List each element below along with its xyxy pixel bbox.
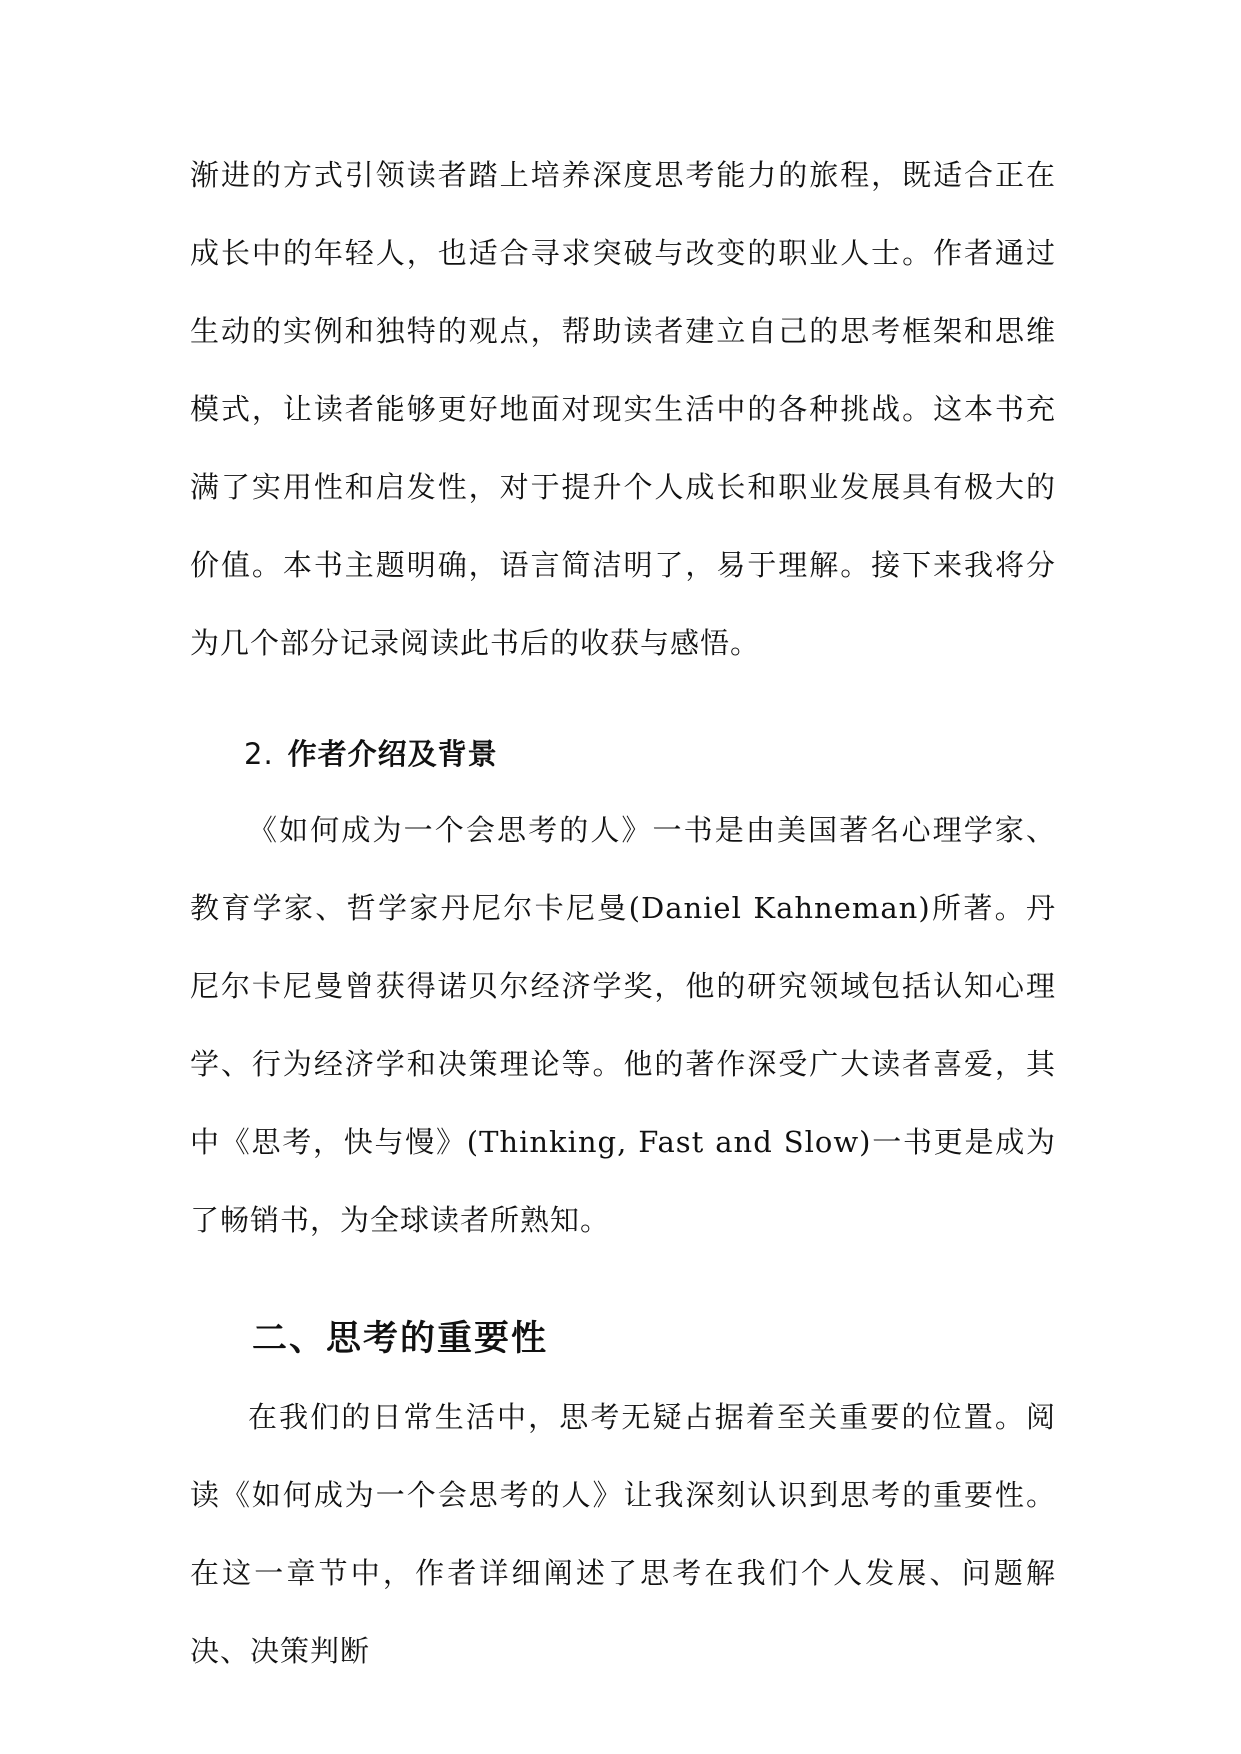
subsection-title: 作者介绍及背景: [287, 737, 498, 771]
section-heading: 二、思考的重要性: [252, 1319, 549, 1359]
intro-continued-paragraph: 渐进的方式引领读者踏上培养深度思考能力的旅程，既适合正在成长中的年轻人，也适合寻求突破与改变的职业人士。作者通过生动的实例和独特的观点，帮助读者建立自己的思考框架和思维模式，让读者能够更好地面对现实生活中的各种挑战。这本书充满了实用性和启发性，对于提升个人成长和职业发展具有极大的价值。本书主题明确，语言简洁明了，易于理解。接下来我将分为几个部分记录阅读此书后的收获与感悟。: [190, 158, 1056, 660]
subsection-number: 2.: [244, 737, 274, 771]
importance-paragraph: 在我们的日常生活中，思考无疑占据着至关重要的位置。阅读《如何成为一个会思考的人》让我深刻认识到思考的重要性。在这一章节中，作者详细阐述了思考在我们个人发展、问题解决、决策判断: [190, 1400, 1056, 1668]
document-body: [190, 136, 1056, 1690]
author-background-paragraph: 《如何成为一个会思考的人》一书是由美国著名心理学家、教育学家、哲学家丹尼尔卡尼曼(Daniel Kahneman)所著。丹尼尔卡尼曼曾获得诺贝尔经济学奖，他的研究领域包括认知心理学、行为经济学和决策理论等。他的著作深受广大读者喜爱，其中《思考，快与慢》(Thinking, Fast and Slow)一书更是成为了畅销书，为全球读者所熟知。: [190, 813, 1056, 1237]
subsection-heading: [190, 715, 1056, 793]
